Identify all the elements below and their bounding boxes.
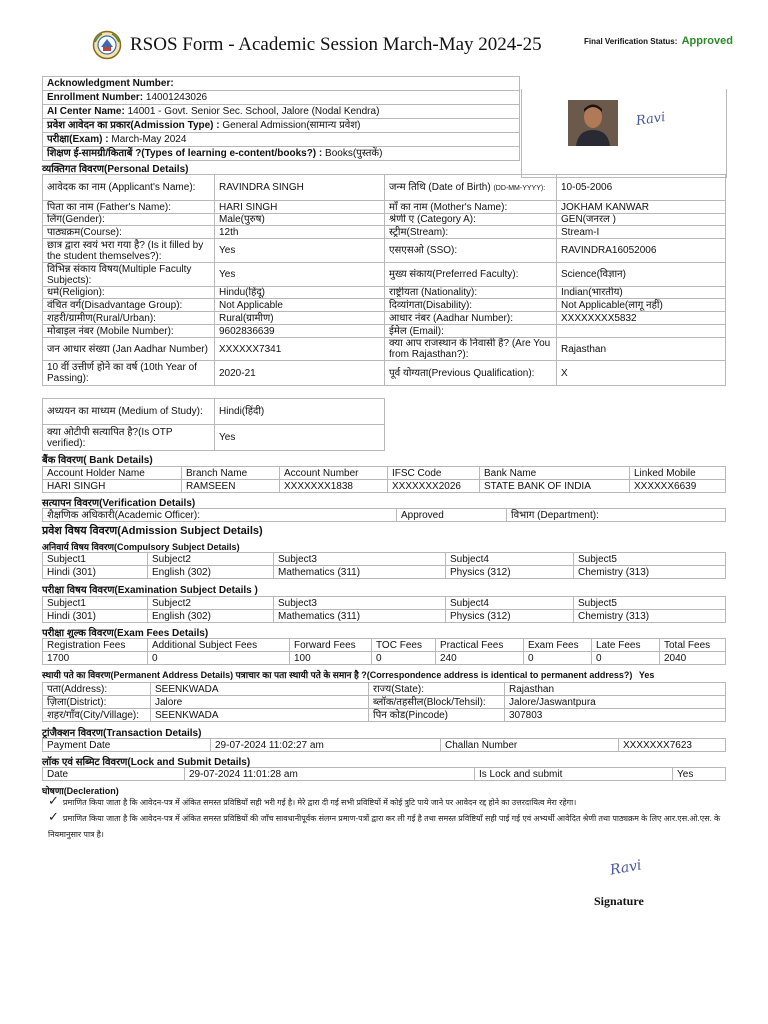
exam-subject-value: Mathematics (311) bbox=[274, 610, 446, 623]
address-label: ब्लॉक/तहसील(Block/Tehsil): bbox=[369, 696, 505, 709]
personal-row bbox=[43, 338, 726, 361]
bank-details-title: बैंक विवरण( Bank Details) bbox=[42, 455, 153, 466]
address-value: 307803 bbox=[505, 709, 726, 722]
personal-row bbox=[43, 226, 726, 239]
field-value: RAVINDRA SINGH bbox=[215, 175, 385, 201]
compulsory-subject-header: Subject2 bbox=[148, 553, 274, 566]
exam-subject-value: Chemistry (313) bbox=[574, 610, 726, 623]
bank-value: XXXXXXX1838 bbox=[280, 480, 388, 493]
exam-subject-header-row bbox=[43, 597, 726, 610]
field-value bbox=[557, 325, 726, 338]
learning-row: शिक्षण ई-सामग्री/किताबें ?(Types of learning e-content/books?) : Books(पुस्तकें) bbox=[43, 147, 520, 161]
department-cell: विभाग (Department): bbox=[507, 509, 726, 522]
field-value: Indian(भारतीय) bbox=[557, 287, 726, 299]
field-label: क्या ओटीपी सत्यापित है?(Is OTP verified): bbox=[43, 425, 215, 451]
exam-fees-title: परीक्षा शुल्क विवरण(Exam Fees Details) bbox=[42, 628, 209, 639]
field-value: HARI SINGH bbox=[215, 201, 385, 214]
field-label: पिता का नाम (Father's Name): bbox=[43, 201, 215, 214]
exam-subject-header: Subject3 bbox=[274, 597, 446, 610]
fee-header: Exam Fees bbox=[524, 639, 592, 652]
fee-value: 0 bbox=[148, 652, 290, 665]
field-value: 9602836639 bbox=[215, 325, 385, 338]
field-value: XXXXXX7341 bbox=[215, 338, 385, 361]
compulsory-subject-value: Hindi (301) bbox=[43, 566, 148, 579]
declaration-title: घोषणा(Decleration) bbox=[42, 786, 119, 796]
address-value: Jalore bbox=[151, 696, 369, 709]
fee-header: Late Fees bbox=[592, 639, 660, 652]
compulsory-subject-value: Mathematics (311) bbox=[274, 566, 446, 579]
field-value: X bbox=[557, 361, 726, 386]
personal-extra-table bbox=[42, 398, 385, 451]
fee-header: Total Fees bbox=[660, 639, 726, 652]
field-value: Yes bbox=[215, 425, 385, 451]
exam-subject-title: परीक्षा विषय विवरण(Examination Subject Details ) bbox=[42, 585, 258, 596]
page-title: RSOS Form - Academic Session March-May 2024-25 bbox=[130, 34, 542, 55]
fee-value: 1700 bbox=[43, 652, 148, 665]
final-status-value: Approved bbox=[681, 35, 733, 47]
field-value: 2020-21 bbox=[215, 361, 385, 386]
center-row: AI Center Name: 14001 - Govt. Senior Sec. School, Jalore (Nodal Kendra) bbox=[43, 105, 520, 119]
final-status-label: Final Verification Status: bbox=[584, 37, 678, 46]
compulsory-subject-table bbox=[42, 552, 726, 579]
field-value: Male(पुरुष) bbox=[215, 214, 385, 226]
rsos-logo-icon bbox=[92, 30, 122, 60]
field-label: माँ का नाम (Mother's Name): bbox=[385, 201, 557, 214]
fee-value: 0 bbox=[524, 652, 592, 665]
personal-row bbox=[43, 425, 385, 451]
field-label: आधार नंबर (Aadhar Number): bbox=[385, 312, 557, 325]
acknowledgment-table bbox=[42, 76, 520, 161]
field-label: स्ट्रीम(Stream): bbox=[385, 226, 557, 239]
personal-row bbox=[43, 361, 726, 386]
field-value: Hindu(हिंदू) bbox=[215, 287, 385, 299]
declaration-line-1: ✓ प्रमाणित किया जाता है कि आवेदन-पत्र में अंकित समस्त प्रविष्ठियाँ सही भरी गई है। मेरे द्वारा दी गई सभी प्रविष्टियों में कोई त्रुटि पाये जाने पर आवेदन रद्द होने का उत्तरदायित्व मेरा रहेगा। bbox=[48, 793, 577, 808]
field-label: विभिन्न संकाय विषय(Multiple Faculty Subjects): bbox=[43, 263, 215, 287]
exam-subject-value-row bbox=[43, 610, 726, 623]
personal-row bbox=[43, 299, 726, 312]
check-icon: ✓ bbox=[48, 793, 59, 808]
fee-value: 2040 bbox=[660, 652, 726, 665]
field-value: Science(विज्ञान) bbox=[557, 263, 726, 287]
photo-box bbox=[521, 89, 727, 178]
field-value: Yes bbox=[215, 239, 385, 263]
lock-submit-title: लॉक एवं सब्मिट विवरण(Lock and Submit Details) bbox=[42, 757, 251, 768]
field-value: RAVINDRA16052006 bbox=[557, 239, 726, 263]
handwritten-signature: Ravi bbox=[608, 857, 643, 879]
transaction-table bbox=[42, 738, 726, 752]
field-label: जन आधार संख्या (Jan Aadhar Number) bbox=[43, 338, 215, 361]
challan-number: XXXXXXX7623 bbox=[619, 739, 726, 752]
compulsory-subject-value: English (302) bbox=[148, 566, 274, 579]
verification-row bbox=[43, 509, 726, 522]
exam-subject-header: Subject1 bbox=[43, 597, 148, 610]
field-label: राष्ट्रीयता (Nationality): bbox=[385, 287, 557, 299]
field-value: 10-05-2006 bbox=[557, 175, 726, 201]
fee-header: Forward Fees bbox=[290, 639, 372, 652]
bank-header: Account Number bbox=[280, 467, 388, 480]
field-label: धर्म(Religion): bbox=[43, 287, 215, 299]
field-value: Rural(ग्रामीण) bbox=[215, 312, 385, 325]
field-label: मोबाइल नंबर (Mobile Number): bbox=[43, 325, 215, 338]
exam-subject-value: English (302) bbox=[148, 610, 274, 623]
personal-row bbox=[43, 399, 385, 425]
address-value: SEENKWADA bbox=[151, 709, 369, 722]
personal-row bbox=[43, 325, 726, 338]
field-label: श्रेणी ए (Category A): bbox=[385, 214, 557, 226]
field-label: पाठ्यक्रम(Course): bbox=[43, 226, 215, 239]
signature-label: Signature bbox=[594, 894, 644, 908]
field-label: मुख्य संकाय(Preferred Faculty): bbox=[385, 263, 557, 287]
field-value: 12th bbox=[215, 226, 385, 239]
admission-subject-title: प्रवेश विषय विवरण(Admission Subject Details) bbox=[42, 525, 263, 537]
personal-details-body bbox=[43, 175, 726, 386]
field-value: Hindi(हिंदी) bbox=[215, 399, 385, 425]
address-label: ज़िला(District): bbox=[43, 696, 151, 709]
personal-details-title: व्यक्तिगत विवरण(Personal Details) bbox=[42, 164, 189, 175]
field-label: दिव्यांगता(Disability): bbox=[385, 299, 557, 312]
officer-label: शैक्षणिक अधिकारी(Academic Officer): bbox=[43, 509, 397, 522]
lock-submit-row: Date 29-07-2024 11:01:28 am Is Lock and submit Yes bbox=[43, 768, 726, 781]
bank-header: IFSC Code bbox=[388, 467, 480, 480]
admission-type-row: प्रवेश आवेदन का प्रकार(Admission Type) : General Admission(सामान्य प्रवेश) bbox=[43, 119, 520, 133]
final-verification-status bbox=[584, 35, 733, 47]
bank-header: Linked Mobile bbox=[630, 467, 726, 480]
bank-value: STATE BANK OF INDIA bbox=[480, 480, 630, 493]
address-title: स्थायी पते का विवरण(Permanent Address Details) पत्राचार का पता स्थायी पते के समान है ?(Correspondence address is identical to permanent address?) Yes bbox=[42, 670, 655, 680]
check-icon: ✓ bbox=[48, 809, 59, 824]
address-value: Rajasthan bbox=[505, 683, 726, 696]
field-label: क्या आप राजस्थान के निवासी हैं? (Are You from Rajasthan?): bbox=[385, 338, 557, 361]
address-label: राज्य(State): bbox=[369, 683, 505, 696]
field-value: Stream-I bbox=[557, 226, 726, 239]
personal-row bbox=[43, 214, 726, 226]
fee-header: TOC Fees bbox=[372, 639, 436, 652]
address-label: पिन कोड(Pincode) bbox=[369, 709, 505, 722]
field-value: Rajasthan bbox=[557, 338, 726, 361]
exam-subject-header: Subject2 bbox=[148, 597, 274, 610]
field-value: Not Applicable(लागू नहीं) bbox=[557, 299, 726, 312]
bank-value-row bbox=[43, 480, 726, 493]
bank-value: XXXXXX6639 bbox=[630, 480, 726, 493]
field-label: वंचित वर्ग(Disadvantage Group): bbox=[43, 299, 215, 312]
compulsory-subject-header-row bbox=[43, 553, 726, 566]
address-label: शहर/गाँव(City/Village): bbox=[43, 709, 151, 722]
field-label: पूर्व योग्यता(Previous Qualification): bbox=[385, 361, 557, 386]
address-row bbox=[43, 696, 726, 709]
bank-header: Bank Name bbox=[480, 467, 630, 480]
fee-value: 0 bbox=[372, 652, 436, 665]
photo-signature: Ravi bbox=[635, 110, 667, 129]
exam-subject-header: Subject4 bbox=[446, 597, 574, 610]
bank-value: XXXXXXX2026 bbox=[388, 480, 480, 493]
compulsory-subject-title: अनिवार्य विषय विवरण(Compulsory Subject Details) bbox=[42, 542, 240, 552]
fee-value-row bbox=[43, 652, 726, 665]
exam-subject-value: Physics (312) bbox=[446, 610, 574, 623]
bank-header-row bbox=[43, 467, 726, 480]
transaction-row: Payment Date 29-07-2024 11:02:27 am Challan Number XXXXXXX7623 bbox=[43, 739, 726, 752]
field-label: छात्र द्वारा स्वयं भरा गया है? (Is it filled by the student themselves?): bbox=[43, 239, 215, 263]
field-label: ईमेल (Email): bbox=[385, 325, 557, 338]
field-value: GEN(जनरल ) bbox=[557, 214, 726, 226]
personal-row bbox=[43, 263, 726, 287]
field-label: अध्ययन का माध्यम (Medium of Study): bbox=[43, 399, 215, 425]
lock-submit-table bbox=[42, 767, 726, 781]
payment-date: 29-07-2024 11:02:27 am bbox=[211, 739, 441, 752]
field-label: लिंग(Gender): bbox=[43, 214, 215, 226]
fee-value: 100 bbox=[290, 652, 372, 665]
personal-details-table bbox=[42, 174, 726, 386]
lock-date: 29-07-2024 11:01:28 am bbox=[185, 768, 475, 781]
fee-header: Additional Subject Fees bbox=[148, 639, 290, 652]
bank-header: Account Holder Name bbox=[43, 467, 182, 480]
bank-value: RAMSEEN bbox=[182, 480, 280, 493]
personal-row bbox=[43, 239, 726, 263]
ack-row: Acknowledgment Number: bbox=[43, 77, 520, 91]
compulsory-subject-header: Subject4 bbox=[446, 553, 574, 566]
address-label: पता(Address): bbox=[43, 683, 151, 696]
fee-header: Registration Fees bbox=[43, 639, 148, 652]
personal-row bbox=[43, 312, 726, 325]
bank-header: Branch Name bbox=[182, 467, 280, 480]
form-header bbox=[92, 30, 542, 60]
fee-header-row bbox=[43, 639, 726, 652]
address-row bbox=[43, 709, 726, 722]
field-value: JOKHAM KANWAR bbox=[557, 201, 726, 214]
field-value: Yes bbox=[215, 263, 385, 287]
person-photo-icon bbox=[568, 100, 618, 146]
compulsory-subject-header: Subject1 bbox=[43, 553, 148, 566]
address-table bbox=[42, 682, 726, 722]
fee-value: 0 bbox=[592, 652, 660, 665]
field-label: आवेदक का नाम (Applicant's Name): bbox=[43, 175, 215, 201]
bank-details-table bbox=[42, 466, 726, 493]
exam-subject-table bbox=[42, 596, 726, 623]
fee-value: 240 bbox=[436, 652, 524, 665]
exam-row: परीक्षा(Exam) : March-May 2024 bbox=[43, 133, 520, 147]
fee-header: Practical Fees bbox=[436, 639, 524, 652]
personal-row bbox=[43, 201, 726, 214]
exam-subject-value: Hindi (301) bbox=[43, 610, 148, 623]
exam-subject-header: Subject5 bbox=[574, 597, 726, 610]
compulsory-subject-value: Chemistry (313) bbox=[574, 566, 726, 579]
compulsory-subject-value: Physics (312) bbox=[446, 566, 574, 579]
field-value: Not Applicable bbox=[215, 299, 385, 312]
address-value: SEENKWADA bbox=[151, 683, 369, 696]
compulsory-subject-header: Subject5 bbox=[574, 553, 726, 566]
compulsory-subject-value-row bbox=[43, 566, 726, 579]
bank-value: HARI SINGH bbox=[43, 480, 182, 493]
transaction-title: ट्रांजैक्शन विवरण(Transaction Details) bbox=[42, 728, 202, 739]
verification-details-title: सत्यापन विवरण(Verification Details) bbox=[42, 498, 196, 509]
field-value: XXXXXXXX5832 bbox=[557, 312, 726, 325]
personal-extra-body bbox=[43, 399, 385, 451]
address-row bbox=[43, 683, 726, 696]
applicant-photo bbox=[568, 100, 618, 146]
field-label: जन्म तिथि (Date of Birth) (DD-MM-YYYY): bbox=[385, 175, 557, 201]
officer-value: Approved bbox=[397, 509, 507, 522]
exam-fees-table bbox=[42, 638, 726, 665]
lock-value: Yes bbox=[673, 768, 726, 781]
enrollment-row: Enrollment Number: 14001243026 bbox=[43, 91, 520, 105]
address-identical-value: Yes bbox=[638, 670, 655, 680]
field-label: 10 वीं उत्तीर्ण होने का वर्ष (10th Year of Passing): bbox=[43, 361, 215, 386]
personal-row bbox=[43, 287, 726, 299]
center-name: 14001 - Govt. Senior Sec. School, Jalore (Nodal Kendra) bbox=[127, 106, 380, 117]
enrollment-number: 14001243026 bbox=[145, 92, 208, 103]
field-label: एसएसओ (SSO): bbox=[385, 239, 557, 263]
verification-table bbox=[42, 508, 726, 522]
personal-row bbox=[43, 175, 726, 201]
compulsory-subject-header: Subject3 bbox=[274, 553, 446, 566]
declaration-line-2: ✓ प्रमाणित किया जाता है कि आवेदन-पत्र में अंकित समस्त प्रविष्ठियों की जाँच सावधानीपूर्वक संलग्न प्रमाण-पत्रों द्वारा कर ली गई है तथा समस्त प्रविष्टियाँ सही पाई गई एवं अभ्यर्थी आवेदित श्रेणी तथा पाठ्यक्रम के लिए आर.एस.ओ.एस. के नियमानुसार पात्र है। bbox=[48, 809, 721, 839]
address-value: Jalore/Jaswantpura bbox=[505, 696, 726, 709]
field-label: शहरी/ग्रामीण(Rural/Urban): bbox=[43, 312, 215, 325]
